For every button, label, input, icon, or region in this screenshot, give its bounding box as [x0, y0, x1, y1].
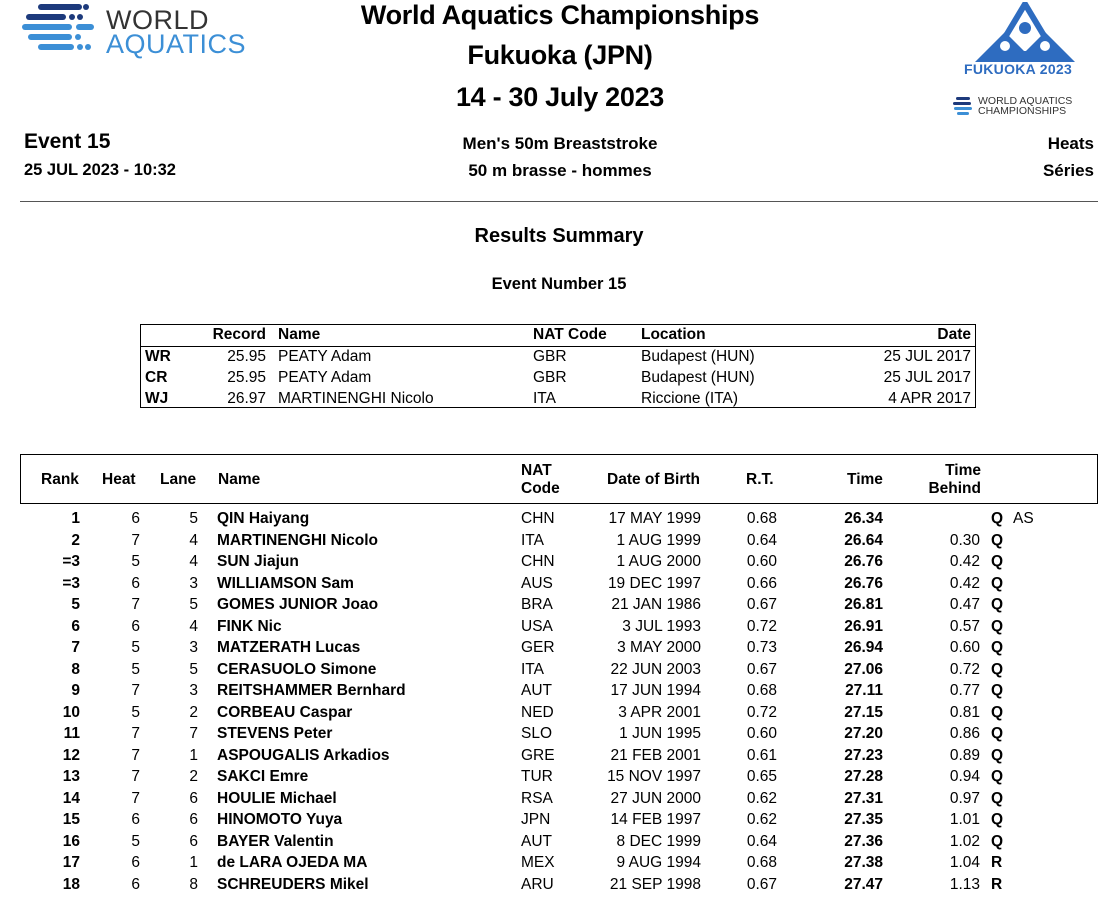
result-time: 27.06 — [844, 660, 883, 678]
result-time: 27.47 — [844, 875, 883, 893]
result-time: 26.91 — [844, 617, 883, 635]
result-nat: CHN — [521, 553, 555, 570]
result-dob: 17 JUN 1994 — [610, 682, 701, 699]
result-qualifier: R — [991, 854, 1003, 871]
result-name: HOULIE Michael — [217, 789, 337, 807]
result-lane: 1 — [189, 854, 198, 871]
result-name: SUN Jiajun — [217, 553, 299, 570]
record-type: WJ — [145, 390, 169, 407]
result-lane: 2 — [189, 768, 198, 785]
result-time: 27.31 — [844, 789, 883, 807]
record-name: PEATY Adam — [278, 348, 372, 365]
record-date: 25 JUL 2017 — [883, 348, 971, 365]
table-row — [0, 852, 1100, 873]
record-nat: ITA — [533, 390, 556, 407]
result-dob: 27 JUN 2000 — [610, 789, 701, 807]
result-dob: 8 DEC 1999 — [616, 832, 701, 850]
result-time: 26.81 — [844, 596, 883, 613]
table-row — [0, 831, 1100, 852]
result-lane: 4 — [189, 531, 198, 549]
result-dob: 19 DEC 1997 — [607, 574, 701, 592]
result-behind: 0.89 — [949, 746, 980, 764]
result-qualifier: Q — [991, 617, 1004, 635]
result-heat: 7 — [131, 531, 140, 549]
records-table — [140, 324, 976, 408]
record-location: Budapest (HUN) — [641, 348, 755, 365]
event-phase-en: Heats — [1047, 134, 1094, 153]
result-behind: 0.72 — [949, 660, 980, 678]
champs-logo-icon — [952, 96, 974, 116]
result-name: BAYER Valentin — [217, 832, 334, 850]
result-behind: 1.01 — [949, 811, 980, 828]
result-rt: 0.66 — [746, 574, 777, 592]
table-row — [0, 551, 1100, 572]
result-lane: 1 — [189, 746, 198, 764]
table-row — [0, 659, 1100, 680]
result-rt: 0.67 — [746, 660, 777, 678]
result-nat: NED — [521, 703, 554, 721]
record-row — [141, 389, 975, 409]
results-header-time: Time — [847, 471, 883, 488]
result-rt: 0.60 — [746, 553, 777, 570]
result-rank: =3 — [62, 574, 80, 592]
result-lane: 3 — [189, 639, 198, 656]
table-row — [0, 766, 1100, 787]
record-name: MARTINENGHI Nicolo — [278, 390, 434, 407]
result-behind: 1.13 — [949, 875, 980, 893]
result-time: 27.23 — [844, 746, 883, 764]
result-lane: 4 — [189, 617, 198, 635]
champs-logo-line1: WORLD AQUATICS — [978, 95, 1073, 107]
result-record-mark: AS — [1013, 510, 1034, 527]
result-rank: =3 — [62, 553, 80, 570]
result-name: MARTINENGHI Nicolo — [217, 531, 379, 549]
result-dob: 21 FEB 2001 — [610, 746, 701, 764]
result-lane: 3 — [189, 574, 198, 592]
event-name-fr: 50 m brasse - hommes — [468, 161, 652, 180]
result-heat: 7 — [131, 768, 140, 785]
table-row — [0, 874, 1100, 895]
result-time: 27.15 — [844, 703, 883, 721]
title-line-1: World Aquatics Championships — [360, 0, 760, 30]
records-header-nat: NAT Code — [533, 326, 607, 343]
result-rt: 0.62 — [746, 811, 777, 828]
result-lane: 4 — [189, 553, 198, 570]
result-time: 27.28 — [844, 768, 883, 785]
results-header-behind-line1: Time — [945, 462, 981, 479]
champs-logo-line2: CHAMPIONSHIPS — [978, 105, 1067, 117]
result-name: REITSHAMMER Bernhard — [217, 682, 406, 699]
result-behind: 0.42 — [949, 574, 980, 592]
result-lane: 5 — [189, 660, 198, 678]
result-heat: 5 — [131, 660, 140, 678]
event-number-title: Event Number 15 — [491, 275, 627, 293]
result-nat: CHN — [521, 510, 555, 527]
result-time: 26.34 — [844, 510, 883, 527]
results-header-lane: Lane — [160, 471, 197, 488]
result-heat: 6 — [131, 617, 140, 635]
result-lane: 5 — [189, 510, 198, 527]
result-name: QIN Haiyang — [217, 510, 310, 527]
header-divider — [20, 201, 1098, 202]
result-heat: 6 — [131, 875, 140, 893]
result-dob: 9 AUG 1994 — [616, 854, 701, 871]
result-behind: 0.30 — [949, 531, 980, 549]
result-nat: SLO — [521, 725, 553, 742]
event-name-en: Men's 50m Breaststroke — [462, 134, 658, 153]
result-behind: 0.42 — [949, 553, 980, 570]
result-dob: 21 JAN 1986 — [611, 596, 701, 613]
result-time: 27.20 — [844, 725, 883, 742]
result-dob: 17 MAY 1999 — [608, 510, 701, 527]
fukuoka-2023-logo — [950, 0, 1100, 120]
table-row — [0, 616, 1100, 637]
record-date: 25 JUL 2017 — [883, 369, 971, 386]
result-qualifier: Q — [991, 596, 1004, 613]
result-time: 27.38 — [844, 854, 883, 871]
result-rank: 11 — [63, 725, 80, 742]
result-dob: 1 JUN 1995 — [619, 725, 701, 742]
result-qualifier: Q — [991, 789, 1004, 807]
result-time: 27.36 — [844, 832, 883, 850]
result-rank: 13 — [62, 768, 80, 785]
result-lane: 6 — [189, 832, 198, 850]
result-rt: 0.67 — [746, 875, 777, 893]
wa-logo-line1: WORLD — [106, 5, 209, 35]
records-header-location: Location — [641, 326, 706, 343]
world-aquatics-logo-icon — [20, 2, 102, 62]
result-rank: 8 — [71, 660, 80, 678]
table-row — [0, 745, 1100, 766]
result-heat: 5 — [131, 553, 140, 570]
result-time: 26.76 — [844, 574, 883, 592]
records-header-record: Record — [212, 326, 266, 343]
result-qualifier: Q — [991, 660, 1004, 678]
result-rank: 18 — [62, 875, 80, 893]
record-time: 25.95 — [227, 348, 266, 365]
result-heat: 6 — [131, 811, 140, 828]
result-rt: 0.68 — [746, 854, 777, 871]
result-lane: 2 — [189, 703, 198, 721]
result-name: CERASUOLO Simone — [217, 660, 377, 678]
result-name: GOMES JUNIOR Joao — [217, 596, 379, 613]
result-rt: 0.61 — [746, 746, 777, 764]
result-rank: 14 — [62, 789, 80, 807]
result-qualifier: Q — [991, 682, 1004, 699]
result-heat: 5 — [131, 703, 140, 721]
result-rank: 5 — [71, 596, 80, 613]
result-behind: 0.97 — [949, 789, 980, 807]
result-behind: 0.86 — [949, 725, 980, 742]
table-row — [0, 702, 1100, 723]
result-name: de LARA OJEDA MA — [217, 854, 368, 871]
result-lane: 8 — [189, 875, 198, 893]
result-name: FINK Nic — [217, 617, 282, 635]
result-dob: 21 SEP 1998 — [609, 875, 701, 893]
result-lane: 7 — [189, 725, 198, 742]
record-type: CR — [145, 369, 168, 386]
result-behind: 1.02 — [949, 832, 980, 850]
result-rank: 12 — [62, 746, 80, 764]
results-summary-title: Results Summary — [474, 225, 644, 247]
results-header-nat-line1: NAT — [521, 462, 552, 479]
result-heat: 6 — [131, 574, 140, 592]
result-rank: 9 — [71, 682, 80, 699]
result-time: 27.11 — [845, 682, 883, 699]
result-nat: ITA — [521, 531, 544, 549]
result-heat: 5 — [131, 832, 140, 850]
result-dob: 1 AUG 2000 — [616, 553, 701, 570]
fukuoka-logo-icon — [970, 2, 1080, 62]
result-rank: 16 — [62, 832, 80, 850]
results-header-behind-line2: Behind — [928, 480, 981, 497]
results-header-rt: R.T. — [746, 471, 774, 488]
result-behind: 0.81 — [949, 703, 980, 721]
result-behind: 0.60 — [949, 639, 980, 656]
result-name: STEVENS Peter — [217, 725, 333, 742]
result-time: 26.94 — [844, 639, 883, 656]
result-lane: 6 — [189, 811, 198, 828]
table-row — [0, 573, 1100, 594]
result-qualifier: Q — [991, 531, 1004, 549]
table-row — [0, 809, 1100, 830]
result-dob: 3 MAY 2000 — [617, 639, 701, 656]
result-time: 26.64 — [844, 531, 883, 549]
result-rt: 0.67 — [746, 596, 777, 613]
result-qualifier: Q — [991, 725, 1004, 742]
table-row — [0, 788, 1100, 809]
records-header-name: Name — [278, 326, 321, 343]
record-time: 25.95 — [227, 369, 266, 386]
result-nat: USA — [521, 617, 553, 635]
event-datetime: 25 JUL 2023 - 10:32 — [24, 161, 176, 179]
result-qualifier: Q — [991, 703, 1004, 721]
record-row — [141, 347, 975, 368]
record-location: Budapest (HUN) — [641, 369, 755, 386]
championship-title — [300, 0, 820, 116]
results-header-name: Name — [218, 471, 261, 488]
results-header-dob: Date of Birth — [607, 471, 700, 488]
result-qualifier: Q — [991, 574, 1004, 592]
result-name: MATZERATH Lucas — [217, 639, 361, 656]
result-nat: RSA — [521, 789, 553, 807]
result-rt: 0.62 — [746, 789, 777, 807]
result-behind: 0.57 — [949, 617, 980, 635]
title-line-3: 14 - 30 July 2023 — [455, 82, 665, 112]
record-row — [141, 368, 975, 389]
records-header-date: Date — [937, 326, 971, 343]
result-name: CORBEAU Caspar — [217, 703, 353, 721]
table-row — [0, 637, 1100, 658]
result-rt: 0.60 — [746, 725, 777, 742]
result-name: HINOMOTO Yuya — [217, 811, 343, 828]
result-dob: 1 AUG 1999 — [616, 531, 701, 549]
result-heat: 6 — [131, 854, 140, 871]
result-nat: AUT — [521, 832, 552, 850]
result-heat: 6 — [131, 510, 140, 527]
result-time: 26.76 — [844, 553, 883, 570]
result-rt: 0.73 — [746, 639, 777, 656]
record-nat: GBR — [533, 369, 567, 386]
table-row — [0, 680, 1100, 701]
result-qualifier: Q — [991, 768, 1004, 785]
result-rank: 15 — [62, 811, 80, 828]
result-qualifier: Q — [991, 746, 1004, 764]
result-nat: GER — [521, 639, 555, 656]
result-nat: BRA — [521, 596, 553, 613]
title-line-2: Fukuoka (JPN) — [467, 40, 653, 70]
result-rt: 0.64 — [746, 531, 777, 549]
results-header-nat-line2: Code — [521, 480, 560, 497]
result-rank: 7 — [71, 639, 80, 656]
result-nat: ARU — [521, 875, 554, 893]
result-rt: 0.65 — [746, 768, 777, 785]
result-name: SAKCI Emre — [217, 768, 309, 785]
results-header-heat: Heat — [102, 471, 136, 488]
record-type: WR — [145, 348, 171, 365]
result-dob: 22 JUN 2003 — [610, 660, 701, 678]
result-rank: 1 — [71, 510, 80, 527]
result-lane: 5 — [189, 596, 198, 613]
result-qualifier: Q — [991, 553, 1004, 570]
result-lane: 3 — [189, 682, 198, 699]
result-behind: 0.77 — [949, 682, 980, 699]
result-nat: AUS — [521, 574, 553, 592]
event-phase-fr: Séries — [1042, 161, 1094, 180]
result-name: SCHREUDERS Mikel — [217, 875, 369, 893]
result-nat: ITA — [521, 660, 544, 678]
result-heat: 5 — [131, 639, 140, 656]
result-qualifier: Q — [991, 639, 1004, 656]
record-date: 4 APR 2017 — [888, 390, 971, 407]
result-behind: 1.04 — [949, 854, 980, 871]
fukuoka-logo-text: FUKUOKA 2023 — [964, 61, 1073, 77]
records-header-row — [141, 325, 975, 347]
result-nat: GRE — [521, 746, 555, 764]
result-rank: 6 — [71, 617, 80, 635]
world-aquatics-logo — [20, 2, 280, 62]
result-time: 27.35 — [844, 811, 883, 828]
result-lane: 6 — [189, 789, 198, 807]
result-behind: 0.94 — [949, 768, 980, 785]
record-name: PEATY Adam — [278, 369, 372, 386]
result-nat: TUR — [521, 768, 553, 785]
result-qualifier: Q — [991, 510, 1004, 527]
results-header-rank: Rank — [41, 471, 79, 488]
record-location: Riccione (ITA) — [641, 390, 739, 407]
result-heat: 7 — [131, 596, 140, 613]
result-dob: 14 FEB 1997 — [610, 811, 701, 828]
record-nat: GBR — [533, 348, 567, 365]
record-time: 26.97 — [227, 390, 266, 407]
result-rank: 10 — [62, 703, 80, 721]
result-rt: 0.64 — [746, 832, 777, 850]
result-dob: 15 NOV 1997 — [607, 768, 701, 785]
result-heat: 7 — [131, 746, 140, 764]
result-rank: 2 — [71, 531, 80, 549]
table-row — [0, 530, 1100, 551]
result-behind: 0.47 — [949, 596, 980, 613]
result-name: ASPOUGALIS Arkadios — [217, 746, 390, 764]
result-nat: JPN — [521, 811, 551, 828]
result-heat: 7 — [131, 789, 140, 807]
table-row — [0, 508, 1100, 529]
result-dob: 3 JUL 1993 — [622, 617, 701, 635]
event-number: Event 15 — [24, 130, 111, 153]
result-nat: AUT — [521, 682, 552, 699]
result-nat: MEX — [521, 854, 555, 871]
result-dob: 3 APR 2001 — [618, 703, 701, 721]
result-qualifier: Q — [991, 832, 1004, 850]
table-row — [0, 723, 1100, 744]
result-qualifier: R — [991, 875, 1003, 893]
results-header — [20, 454, 1098, 504]
result-rt: 0.72 — [746, 703, 777, 721]
wa-logo-line2: AQUATICS — [106, 29, 247, 59]
result-qualifier: Q — [991, 811, 1004, 828]
result-rt: 0.68 — [746, 510, 777, 527]
result-rt: 0.72 — [746, 617, 777, 635]
result-heat: 7 — [131, 682, 140, 699]
result-heat: 7 — [131, 725, 140, 742]
result-rank: 17 — [62, 854, 80, 871]
result-rt: 0.68 — [746, 682, 777, 699]
table-row — [0, 594, 1100, 615]
result-name: WILLIAMSON Sam — [217, 574, 354, 592]
